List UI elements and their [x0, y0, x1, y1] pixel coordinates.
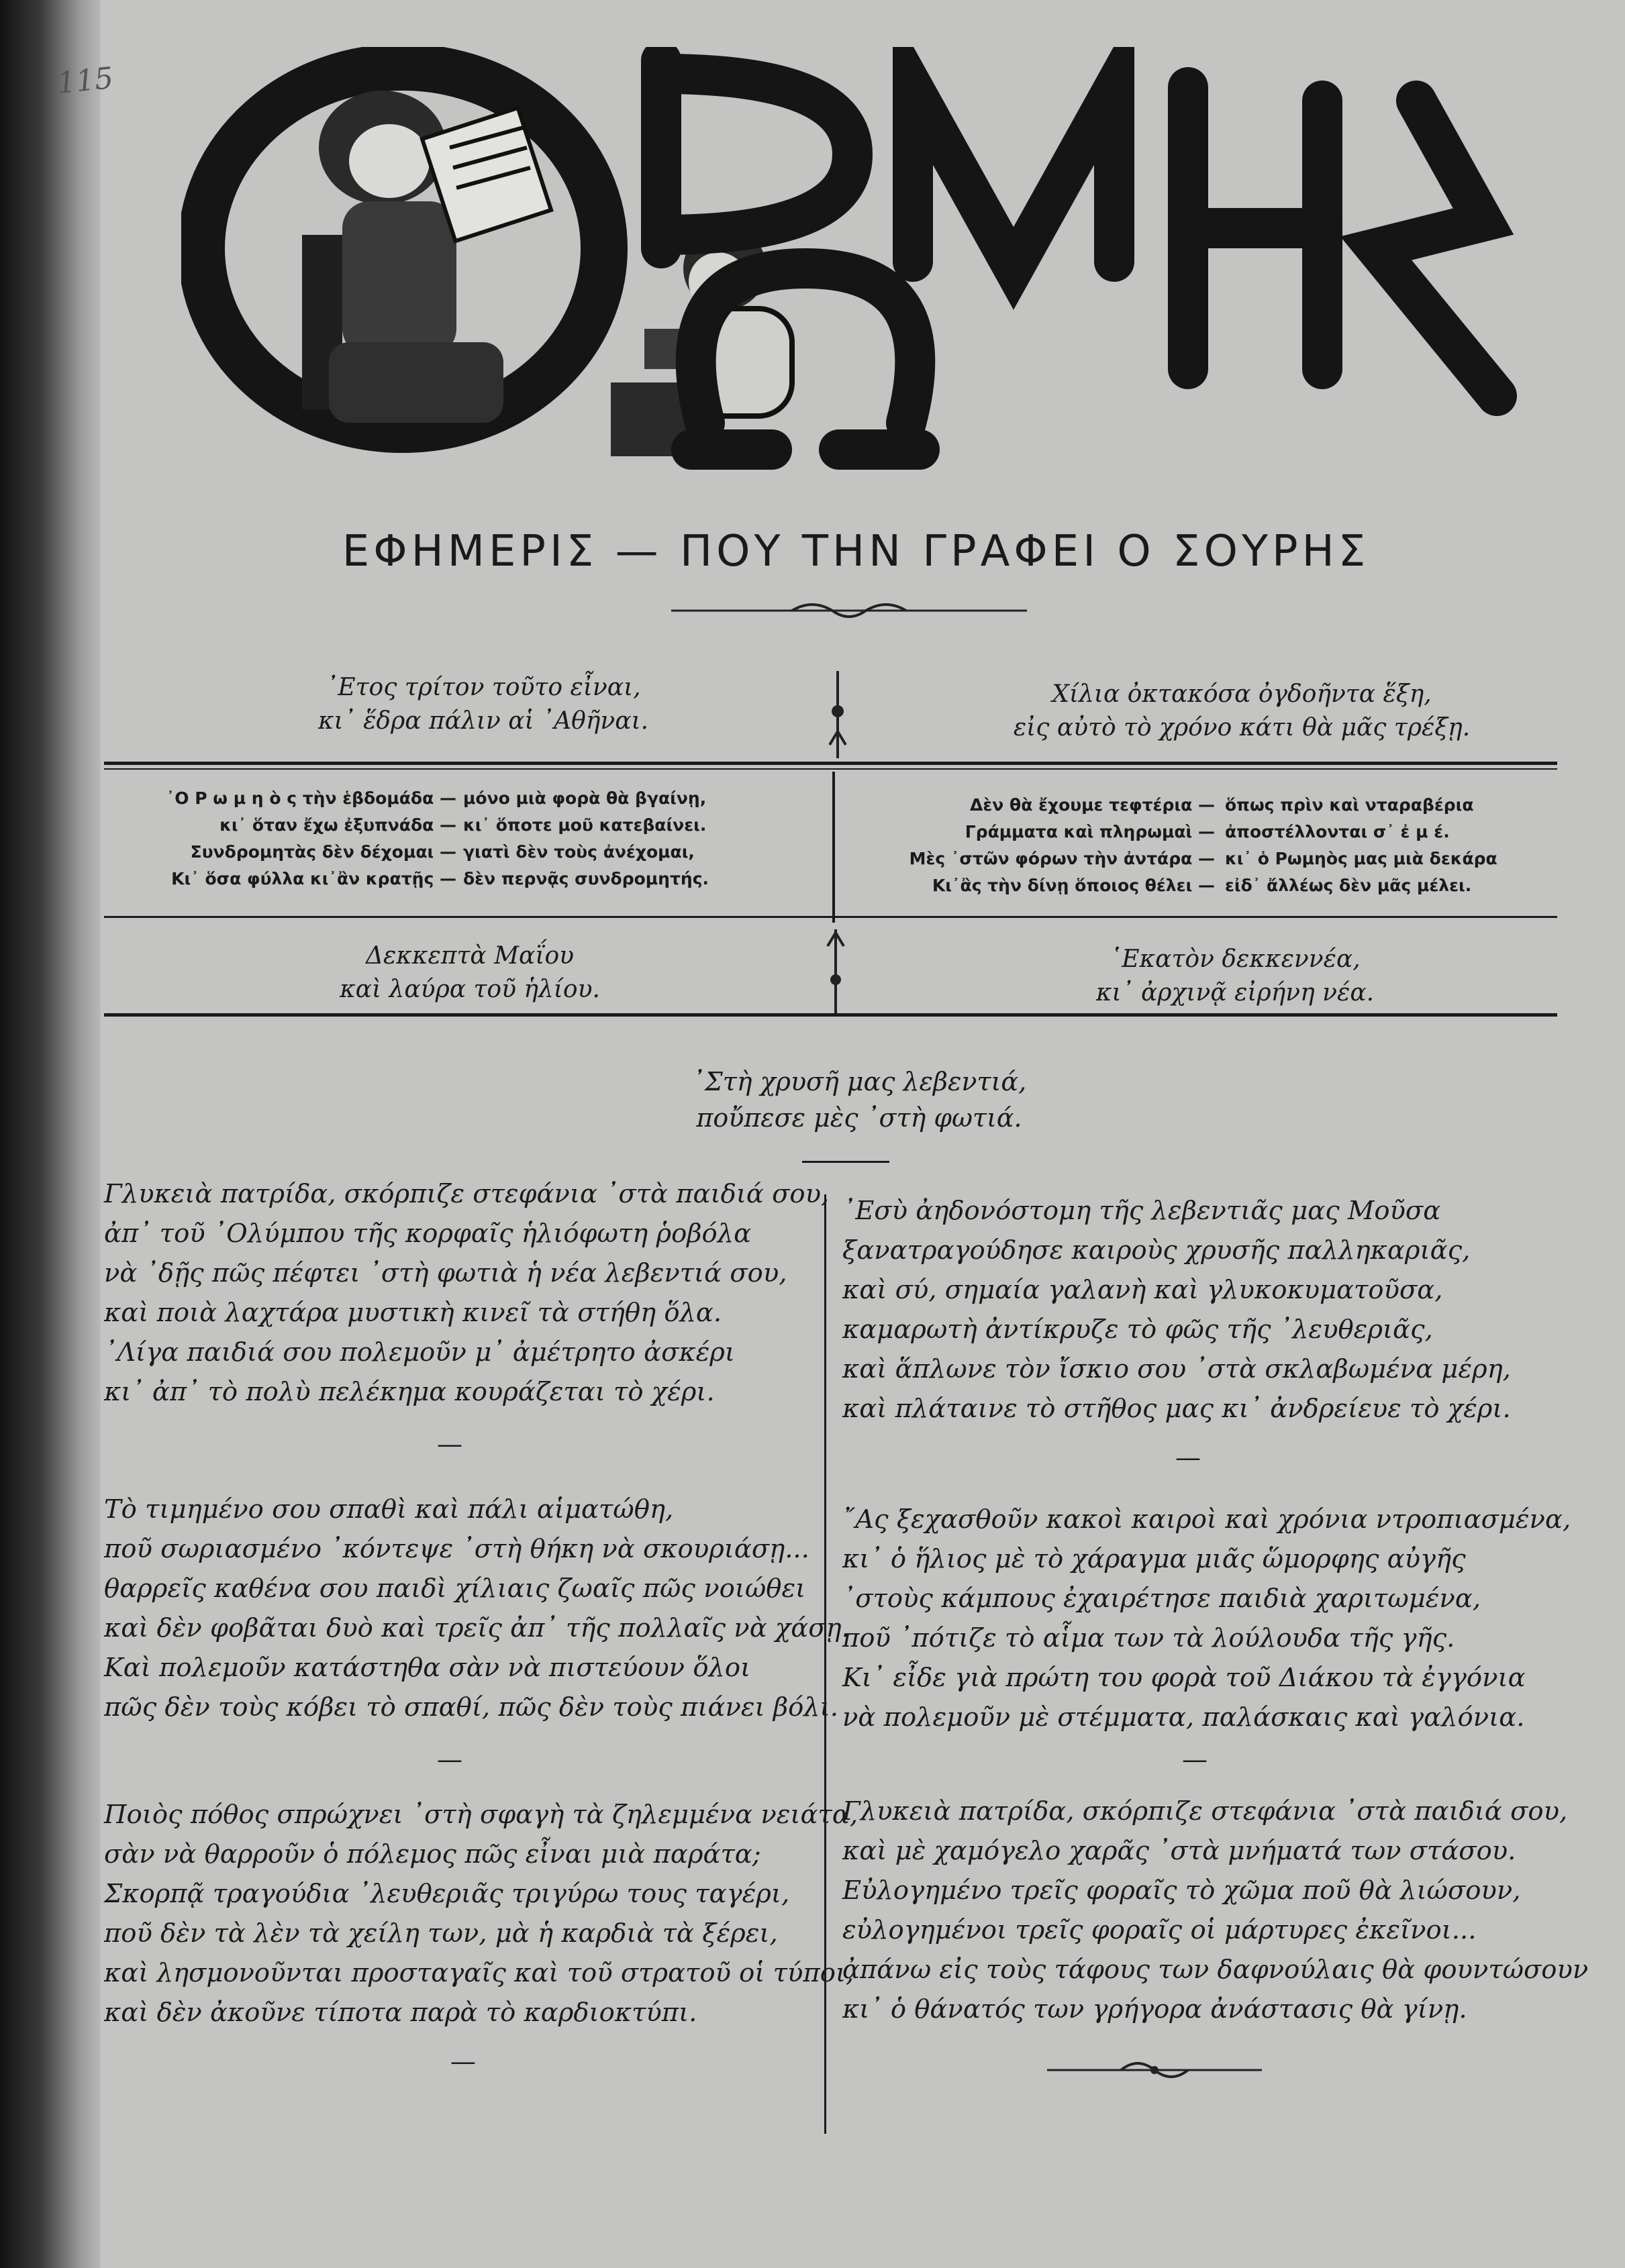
poem-epigraph — [604, 1064, 1114, 1136]
poem-left-stanza-2 — [104, 1490, 850, 1727]
verse-line: σὰν νὰ θαρροῦν ὁ πόλεμος πῶς εἶναι μιὰ παράτα; — [104, 1839, 761, 1869]
rule — [802, 1161, 889, 1163]
terms-line: κι᾿ ὁ Ρωμηὸς μας μιὰ δεκάρα — [1225, 849, 1497, 868]
terms-line: Γράμματα καὶ πληρωμαὶ — — [965, 822, 1215, 841]
terms-right-a — [866, 792, 1215, 899]
rule — [104, 916, 1557, 918]
verse-line: πῶς δὲν τοὺς κόβει τὸ σπαθί, πῶς δὲν τοὺς πιάνει βόλι. — [104, 1692, 839, 1722]
stanza-separator: — — [1175, 1443, 1201, 1472]
column-ornament-icon — [822, 929, 849, 1013]
terms-line: Μὲς ᾿στῶν φόρων τὴν ἀντάρα — — [909, 849, 1215, 868]
binding-spine — [0, 0, 101, 2268]
masthead-subtitle: ΕΦΗΜΕΡΙΣ — ΠΟΥ ΤΗΝ ΓΡΑΦΕΙ Ο ΣΟΥΡΗΣ — [342, 527, 1370, 576]
verse-line: ᾿Λίγα παιδιά σου πολεμοῦν μ᾿ ἀμέτρητο ἀσκέρι — [104, 1337, 736, 1368]
ornament-divider-icon — [671, 597, 1027, 624]
dateline-bottom-right-line: κι᾿ ἀρχινᾷ εἰρήνη νέα. — [1095, 979, 1375, 1007]
end-ornament-icon — [1047, 2057, 1262, 2083]
verse-line: καὶ μὲ χαμόγελο χαρᾶς ᾿στὰ μνήματά των στάσου. — [842, 1836, 1516, 1866]
epigraph-line: ποὔπεσε μὲς ᾿στὴ φωτιά. — [696, 1103, 1022, 1133]
verse-line: Εὐλογημένο τρεῖς φοραῖς τὸ χῶμα ποῦ θὰ λιώσουν, — [842, 1875, 1521, 1906]
verse-line: εὐλογημένοι τρεῖς φοραῖς οἱ μάρτυρες ἐκεῖνοι... — [842, 1915, 1477, 1945]
verse-line: καὶ πλάταινε τὸ στῆθος μας κι᾿ ἀνδρείευε τὸ χέρι. — [842, 1394, 1511, 1424]
verse-line: καὶ ποιὰ λαχτάρα μυστικὴ κινεῖ τὰ στήθη ὅλα. — [104, 1298, 722, 1328]
poem-right-stanza-2 — [842, 1500, 1571, 1737]
poem-right-stanza-1 — [842, 1191, 1511, 1429]
dateline-bottom-left — [282, 939, 658, 1007]
terms-line: ἀποστέλλονται σ᾿ ἐ μ έ. — [1225, 822, 1450, 841]
terms-line: κι᾿ ὅποτε μοῦ κατεβαίνει. — [463, 815, 707, 835]
dateline-bottom-left-line: Δεκκεπτὰ Μαΐου — [365, 942, 575, 970]
dateline-top-right-line: εἰς αὐτὸ τὸ χρόνο κάτι θὰ μᾶς τρέξῃ. — [1013, 714, 1471, 741]
margin-note: 115 — [55, 60, 115, 101]
terms-line: Κι᾿ἂς τὴν δίνῃ ὅποιος θέλει — — [932, 876, 1215, 895]
poem-right-stanza-3 — [842, 1792, 1588, 2029]
verse-line: ᾿Εσὺ ἀηδονόστομη τῆς λεβεντιᾶς μας Μοῦσα — [842, 1196, 1441, 1226]
verse-line: κι᾿ ἀπ᾿ τὸ πολὺ πελέκημα κουράζεται τὸ χέρι. — [104, 1377, 715, 1407]
verse-line: ποῦ σωριασμένο ᾿κόντεψε ᾿στὴ θήκη νὰ σκουριάσῃ... — [104, 1534, 809, 1564]
terms-line: εἰδ᾿ ἄλλέως δὲν μᾶς μέλει. — [1225, 876, 1472, 895]
dateline-bottom-right — [1047, 943, 1423, 1010]
verse-line: καμαρωτὴ ἀντίκρυζε τὸ φῶς τῆς ᾿λευθεριᾶς, — [842, 1315, 1433, 1345]
terms-line: κι᾿ ὅταν ἔχω ἐξυπνάδα — — [219, 815, 456, 835]
verse-line: ξανατραγούδησε καιροὺς χρυσῆς παλληκαριᾶς, — [842, 1235, 1471, 1266]
verse-line: θαρρεῖς καθένα σου παιδὶ χίλιαις ζωαῖς πῶς νοιώθει — [104, 1574, 806, 1604]
verse-line: κι᾿ ὁ ἥλιος μὲ τὸ χάραγμα μιᾶς ὥμορφης αὐγῆς — [842, 1544, 1466, 1574]
verse-line: καὶ δὲν φοβᾶται δυὸ καὶ τρεῖς ἀπ᾿ τῆς πολλαῖς νὰ χάσῃ. — [104, 1613, 850, 1643]
verse-line: Κι᾿ εἶδε γιὰ πρώτη του φορὰ τοῦ Διάκου τὰ ἐγγόνια — [842, 1663, 1526, 1693]
column-ornament-icon — [824, 671, 851, 758]
dateline-top-left-line: ᾿Ετος τρίτον τοῦτο εἶναι, — [326, 674, 641, 701]
terms-line: ᾿Ο Ρ ω μ η ὸ ς τὴν ἑβδομάδα — — [166, 788, 456, 808]
verse-line: καὶ σύ, σημαία γαλανὴ καὶ γλυκοκυματοῦσα, — [842, 1275, 1443, 1305]
dateline-bottom-left-line: καὶ λαύρα τοῦ ἡλίου. — [340, 976, 600, 1003]
terms-line: δὲν περνᾷς συνδρομητής. — [463, 869, 709, 888]
terms-line: Δὲν θὰ ἔχουμε τεφτέρια — — [970, 795, 1215, 815]
rule — [832, 772, 835, 923]
verse-line: καὶ ἅπλωνε τὸν ἴσκιο σου ᾿στὰ σκλαβωμένα μέρη, — [842, 1354, 1511, 1384]
verse-line: νὰ πολεμοῦν μὲ στέμματα, παλάσκαις καὶ γαλόνια. — [842, 1702, 1525, 1733]
verse-line: καὶ δὲν ἀκοῦνε τίποτα παρὰ τὸ καρδιοκτύπι. — [104, 1998, 697, 2028]
verse-line: Ποιὸς πόθος σπρώχνει ᾿στὴ σφαγὴ τὰ ζηλεμμένα νειάτα, — [104, 1800, 858, 1830]
verse-line: Γλυκειὰ πατρίδα, σκόρπιζε στεφάνια ᾿στὰ παιδιά σου, — [842, 1796, 1568, 1826]
terms-line: Συνδρομητὰς δὲν δέχομαι — — [190, 842, 456, 862]
stanza-separator: — — [437, 1429, 462, 1459]
epigraph-line: ᾿Στὴ χρυσῆ μας λεβεντιά, — [691, 1067, 1027, 1096]
terms-line: Κι᾿ ὅσα φύλλα κι᾿ἂν κρατῇς — — [171, 869, 456, 888]
masthead-logo — [181, 47, 1537, 490]
poem-left-stanza-3 — [104, 1795, 858, 2032]
verse-line: Καὶ πολεμοῦν κατάστηθα σὰν νὰ πιστεύουν ὅλοι — [104, 1653, 751, 1683]
terms-right-b — [1225, 792, 1561, 899]
verse-line: Σκορπᾷ τραγούδια ᾿λευθεριᾶς τριγύρω τους ταγέρι, — [104, 1879, 790, 1909]
verse-line: ποῦ δὲν τὰ λὲν τὰ χείλη των, μὰ ἡ καρδιὰ τὰ ξέρει, — [104, 1918, 778, 1949]
stanza-separator: — — [1182, 1745, 1208, 1774]
stanza-separator: — — [437, 1745, 462, 1774]
rule — [104, 762, 1557, 765]
terms-left-b — [463, 785, 812, 892]
terms-left-a — [134, 785, 456, 892]
rule — [104, 1013, 1557, 1017]
verse-line: κι᾿ ὁ θάνατός των γρήγορα ἀνάστασις θὰ γίνῃ. — [842, 1994, 1467, 2024]
terms-line: μόνο μιὰ φορὰ θὰ βγαίνῃ, — [463, 788, 707, 808]
verse-line: ἀπάνω εἰς τοὺς τάφους των δαφνούλαις θὰ φουντώσουν — [842, 1955, 1589, 1985]
verse-line: Γλυκειὰ πατρίδα, σκόρπιζε στεφάνια ᾿στὰ παιδιά σου, — [104, 1179, 830, 1209]
dateline-top-right-line: Χίλια ὀκτακόσα ὀγδοῆντα ἕξη, — [1052, 680, 1432, 708]
dateline-top-right — [980, 678, 1504, 745]
dateline-bottom-right-line: ῾Εκατὸν δεκκεννέα, — [1110, 945, 1361, 973]
poem-left-stanza-1 — [104, 1174, 829, 1412]
dateline-top-left — [282, 671, 685, 738]
terms-line: ὅπως πρὶν καὶ νταραβέρια — [1225, 795, 1474, 815]
verse-line: καὶ λησμονοῦνται προσταγαῖς καὶ τοῦ στρατοῦ οἱ τύποι, — [104, 1958, 854, 1988]
verse-line: νὰ ᾿δῇς πῶς πέφτει ᾿στὴ φωτιὰ ἡ νέα λεβεντιά σου, — [104, 1258, 787, 1288]
stanza-separator: — — [450, 2047, 476, 2076]
verse-line: ἀπ᾿ τοῦ ᾿Ολύμπου τῆς κορφαῖς ἡλιόφωτη ῥοβόλα — [104, 1219, 752, 1249]
verse-line: ᾿στοὺς κάμπους ἐχαιρέτησε παιδιὰ χαριτωμένα, — [842, 1584, 1481, 1614]
verse-line: ποῦ ᾿πότιζε τὸ αἷμα των τὰ λούλουδα τῆς γῆς. — [842, 1623, 1455, 1653]
verse-line: ῎Ας ξεχασθοῦν κακοὶ καιροὶ καὶ χρόνια ντροπιασμένα, — [842, 1504, 1571, 1535]
dateline-top-left-line: κι᾿ ἕδρα πάλιν αἱ ᾿Αθῆναι. — [317, 707, 649, 735]
verse-line: Τὸ τιμημένο σου σπαθὶ καὶ πάλι αἱματώθη, — [104, 1494, 674, 1525]
terms-line: γιατὶ δὲν τοὺς ἀνέχομαι, — [463, 842, 695, 862]
rule — [104, 768, 1557, 770]
